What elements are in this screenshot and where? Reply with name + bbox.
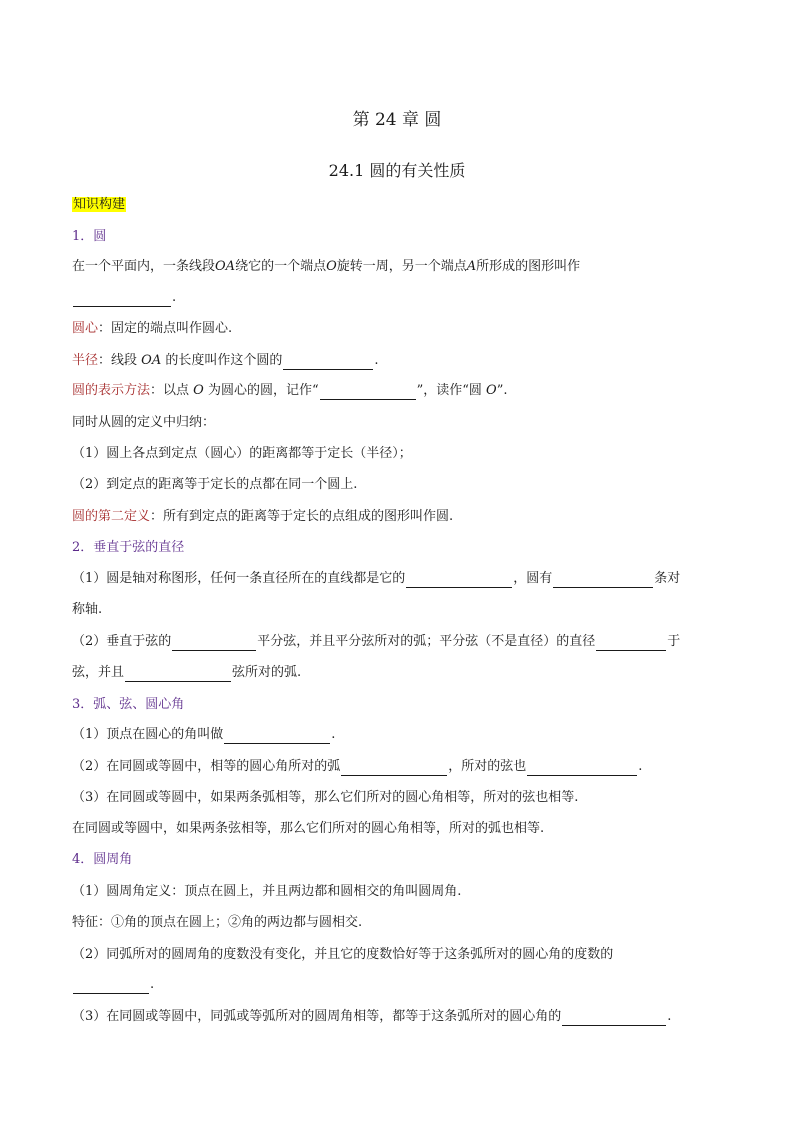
answer-blank[interactable] — [125, 667, 231, 682]
chapter-title: 第 24 章 圆 — [352, 110, 442, 130]
answer-blank[interactable] — [562, 1011, 666, 1026]
section-3-heading: 3．弧、弦、圆心角 — [72, 697, 185, 712]
representation-method: 圆的表示方法：以点 O 为圆心的圆，记作“ ”，读作“圆 O”. — [72, 383, 508, 398]
radius-definition: 半径：线段 OA 的长度叫作这个圆的 . — [72, 353, 379, 368]
section-4-heading: 4．圆周角 — [72, 852, 133, 867]
section-3-item-1: （1）顶点在圆心的角叫做 . — [72, 727, 336, 742]
section-2-item-1-cont: 称轴. — [72, 602, 103, 617]
answer-blank[interactable] — [553, 573, 653, 588]
section-2-item-2: （2）垂直于弦的 平分弦，并且平分弦所对的弧；平分弦（不是直径）的直径 于 — [72, 634, 681, 649]
section-4-feature: 特征：①角的顶点在圆上；②角的两边都与圆相交. — [72, 915, 363, 930]
answer-blank[interactable] — [172, 636, 256, 651]
second-definition-label: 圆的第二定义 — [72, 509, 151, 524]
section-2-item-2-cont: 弦，并且 弦所对的弧. — [72, 665, 302, 680]
summary-point-1: （1）圆上各点到定点（圆心）的距离都等于定长（半径）； — [72, 446, 412, 461]
section-3-item-4: 在同圆或等圆中，如果两条弦相等，那么它们所对的圆心角相等，所对的弧也相等. — [72, 821, 545, 836]
section-4-item-1: （1）圆周角定义：顶点在圆上，并且两边都和圆相交的角叫圆周角. — [72, 884, 462, 899]
answer-blank[interactable] — [224, 729, 330, 744]
section-2-item-1: （1）圆是轴对称图形，任何一条直径所在的直线都是它的 ，圆有 条对 — [72, 571, 681, 586]
representation-label: 圆的表示方法 — [72, 383, 151, 398]
answer-blank[interactable] — [596, 636, 666, 651]
answer-blank[interactable] — [283, 355, 373, 370]
section-4-item-2-cont: . — [72, 976, 154, 994]
circle-definition-blank-line: . — [72, 289, 176, 307]
summary-point-2: （2）到定点的距离等于定长的点都在同一个圆上. — [72, 477, 358, 492]
center-label: 圆心 — [72, 321, 99, 336]
summary-line: 同时从圆的定义中归纳： — [72, 415, 216, 430]
answer-blank[interactable] — [73, 979, 149, 994]
section-3-item-3: （3）在同圆或等圆中，如果两条弧相等，那么它们所对的圆心角相等，所对的弦也相等. — [72, 790, 579, 805]
section-4-item-2: （2）同弧所对的圆周角的度数没有变化，并且它的度数恰好等于这条弧所对的圆心角的度数的 — [72, 947, 614, 962]
second-definition: 圆的第二定义：所有到定点的距离等于定长的点组成的图形叫作圆. — [72, 509, 454, 524]
center-definition: 圆心：固定的端点叫作圆心. — [72, 321, 233, 336]
knowledge-tag-line — [72, 196, 126, 214]
answer-blank[interactable] — [341, 761, 447, 776]
section-4-item-3: （3）在同圆或等圆中，同弧或等弧所对的圆周角相等，都等于这条弧所对的圆心角的 . — [72, 1009, 672, 1024]
radius-label: 半径 — [72, 353, 99, 368]
section-title: 24.1 圆的有关性质 — [328, 161, 466, 180]
answer-blank[interactable] — [320, 385, 416, 400]
section-3-item-2: （2）在同圆或等圆中，相等的圆心角所对的弧 ，所对的弦也 . — [72, 759, 643, 774]
section-1-heading: 1．圆 — [72, 229, 107, 244]
knowledge-tag: 知识构建 — [73, 197, 126, 212]
answer-blank[interactable] — [73, 292, 171, 307]
answer-blank[interactable] — [527, 761, 637, 776]
section-2-heading: 2．垂直于弦的直径 — [72, 540, 185, 555]
answer-blank[interactable] — [406, 573, 512, 588]
circle-definition: 在一个平面内，一条线段OA绕它的一个端点O旋转一周，另一个端点A所形成的图形叫作 — [72, 259, 581, 274]
